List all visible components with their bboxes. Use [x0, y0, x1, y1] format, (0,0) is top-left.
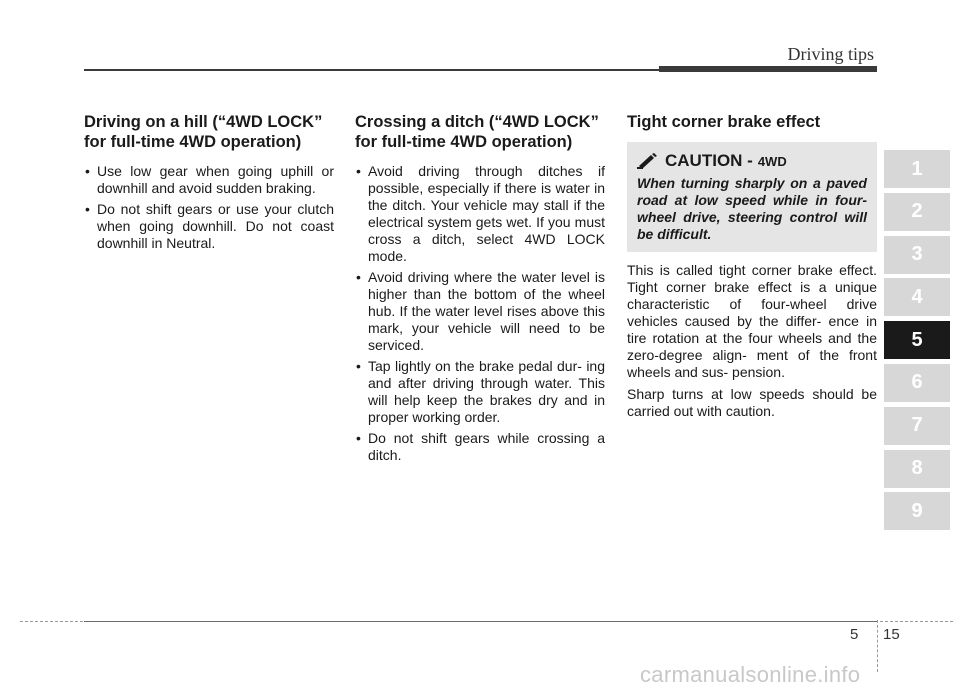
list-item: • Tap lightly on the brake pedal dur- ing and after driving through water. This will help keep the brakes dry and in proper working order. [356, 358, 605, 425]
list-item: • Do not shift gears while crossing a ditch. [356, 430, 605, 463]
chapter-tab-3[interactable]: 3 [884, 236, 950, 274]
page-header-title: Driving tips [787, 44, 874, 64]
caution-box [627, 142, 877, 252]
list-item: • Avoid driving where the water level is higher than the bottom of the wheel hub. If the water level rises above this mark, your vehicle will need to be serviced. [356, 269, 605, 353]
ditch-bullet-list [355, 163, 605, 464]
chapter-tab-8[interactable]: 8 [884, 450, 950, 488]
chapter-tab-9[interactable]: 9 [884, 492, 950, 530]
caution-label: CAUTION - [665, 151, 753, 170]
header-rule-accent [659, 66, 877, 72]
bullet-icon: • [356, 358, 361, 374]
bullet-icon: • [85, 163, 90, 179]
watermark: carmanualsonline.info [640, 662, 861, 687]
column-tight-corner [627, 112, 877, 425]
bullet-icon: • [356, 163, 361, 179]
pencil-icon [637, 153, 657, 169]
column-ditch-crossing [355, 112, 605, 468]
chapter-tab-4[interactable]: 4 [884, 278, 950, 316]
header-rule [84, 69, 659, 71]
section-heading-tight-corner: Tight corner brake effect [627, 113, 821, 131]
bullet-icon: • [356, 269, 361, 285]
paragraph: This is called tight corner brake effect. Tight corner brake effect is a unique characteristic of four-wheel drive vehicles caused by the differ- ence in tire rotation at the four wheels and the zero-degree align- ment of the front wheels and sus- pension. [627, 262, 877, 380]
bullet-icon: • [85, 201, 90, 217]
caution-sub-label: 4WD [757, 153, 787, 169]
footer-chapter-number: 5 [850, 626, 859, 643]
section-heading-hill: Driving on a hill (“4WD LOCK” for full-time 4WD operation) [84, 113, 323, 151]
footer-page-number: 15 [883, 626, 900, 643]
list-item: • Avoid driving through ditches if possible, especially if there is water in the ditch. Your vehicle may stall if the electrical system gets wet. If you must cross a ditch, select 4WD LOCK mode. [356, 163, 605, 264]
footer-rule [84, 621, 877, 622]
chapter-tab-7[interactable]: 7 [884, 407, 950, 445]
chapter-tab-6[interactable]: 6 [884, 364, 950, 402]
chapter-tab-2[interactable]: 2 [884, 193, 950, 231]
page-number-separator [877, 620, 878, 672]
bullet-icon: • [356, 430, 361, 446]
chapter-tab-1[interactable]: 1 [884, 150, 950, 188]
column-hill-driving [84, 112, 334, 256]
section-heading-ditch: Crossing a ditch (“4WD LOCK” for full-time 4WD operation) [355, 113, 599, 151]
caution-header [637, 151, 867, 171]
paragraph: Sharp turns at low speeds should be carried out with caution. [627, 386, 877, 419]
hill-bullet-list [84, 163, 334, 252]
list-item: • Use low gear when going uphill or downhill and avoid sudden braking. [85, 163, 334, 196]
chapter-tabs [884, 150, 950, 535]
chapter-tab-5[interactable]: 5 [884, 321, 950, 359]
list-item: • Do not shift gears or use your clutch when going downhill. Do not coast downhill in Neutral. [85, 201, 334, 251]
caution-text: When turning sharply on a paved road at low speed while in four-wheel drive, steering control will be difficult. [637, 175, 867, 242]
